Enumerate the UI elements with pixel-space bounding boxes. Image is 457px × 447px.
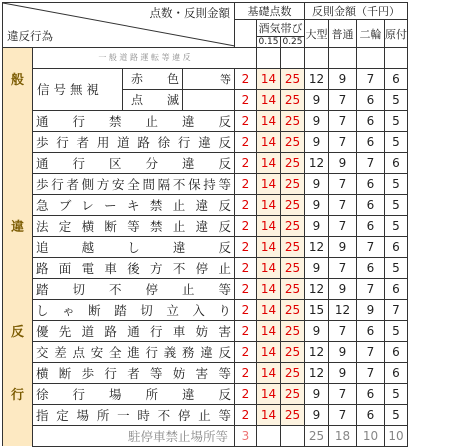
fine-twowheel-cell: 6	[357, 89, 385, 110]
standard-header: 普通	[329, 20, 357, 48]
alc-low-cell: 14	[257, 320, 281, 341]
partial-top-row	[3, 48, 408, 69]
violation-label: 指定場所一時不停止等	[33, 404, 235, 425]
fine-twowheel-cell: 10	[357, 425, 385, 446]
fine-moped-cell: 5	[385, 194, 408, 215]
category-cell	[3, 194, 33, 215]
fine-standard-cell: 9	[329, 278, 357, 299]
category-cell: 違	[3, 215, 33, 236]
alc-high-cell: 25	[281, 152, 305, 173]
fine-twowheel-cell: 6	[357, 257, 385, 278]
fine-moped-cell: 5	[385, 215, 408, 236]
fine-moped-cell: 6	[385, 362, 408, 383]
alc-low-cell: 14	[257, 362, 281, 383]
violation-label: しゃ断踏切立入り	[33, 299, 235, 320]
base-points-cell: 2	[235, 194, 257, 215]
category-cell	[3, 48, 33, 69]
fine-large-cell: 12	[305, 152, 329, 173]
signal-blink-label: 点 滅	[123, 89, 183, 110]
alc-high-cell: 25	[281, 89, 305, 110]
violation-label: 急ブレーキ禁止違反	[33, 194, 235, 215]
signal-red-label: 赤 色	[123, 68, 183, 89]
violation-row	[3, 131, 408, 152]
fine-moped-cell: 5	[385, 131, 408, 152]
fine-moped-cell: 10	[385, 425, 408, 446]
category-cell	[3, 404, 33, 425]
alc-high-cell: 25	[281, 215, 305, 236]
fine-standard-cell: 9	[329, 362, 357, 383]
fine-standard-cell: 9	[329, 152, 357, 173]
base-points-cell: 2	[235, 131, 257, 152]
fine-standard-cell: 9	[329, 236, 357, 257]
violation-row	[3, 215, 408, 236]
base-points-cell: 2	[235, 68, 257, 89]
violation-label: 横断歩行者等妨害等	[33, 362, 235, 383]
category-cell	[3, 110, 33, 131]
violation-label: 歩行者側方安全間隔不保持等	[33, 173, 235, 194]
fine-twowheel-cell: 6	[357, 215, 385, 236]
violation-label: 通行禁止違反	[33, 110, 235, 131]
alc-high-cell: 25	[281, 341, 305, 362]
alc-high-cell: 25	[281, 236, 305, 257]
alcohol-high-header: 0.25	[282, 37, 303, 47]
fine-moped-cell: 7	[385, 299, 408, 320]
signal-violation-label: 信 号 無 視	[33, 68, 123, 110]
fine-large-cell: 9	[305, 89, 329, 110]
fine-large-cell: 12	[305, 341, 329, 362]
base-points-cell: 3	[235, 425, 257, 446]
fine-twowheel-cell: 7	[357, 68, 385, 89]
violation-label: 路面電車後方不停止	[33, 257, 235, 278]
fine-moped-cell: 6	[385, 68, 408, 89]
fine-twowheel-cell: 9	[357, 299, 385, 320]
category-cell	[3, 425, 33, 446]
fine-large-cell: 25	[305, 425, 329, 446]
violation-row	[3, 152, 408, 173]
base-points-cell: 2	[235, 341, 257, 362]
category-cell: 般	[3, 68, 33, 89]
violation-row	[3, 383, 408, 404]
violation-row	[3, 320, 408, 341]
moped-header: 原付	[385, 20, 408, 48]
partial-top-label: 一 般 道 路 運 転 等 違 反	[33, 48, 257, 69]
fine-large-cell: 9	[305, 320, 329, 341]
fine-moped-cell: 6	[385, 341, 408, 362]
fine-large-cell: 12	[305, 278, 329, 299]
fine-standard-cell: 7	[329, 110, 357, 131]
fine-moped-cell: 5	[385, 110, 408, 131]
violation-row	[3, 173, 408, 194]
fine-moped-cell: 6	[385, 236, 408, 257]
category-cell	[3, 257, 33, 278]
base-points-cell: 2	[235, 383, 257, 404]
violation-row	[3, 257, 408, 278]
violation-row	[3, 278, 408, 299]
alc-low-cell: 14	[257, 173, 281, 194]
fine-large-cell: 9	[305, 257, 329, 278]
base-points-empty	[235, 20, 257, 48]
violation-row	[3, 341, 408, 362]
base-points-cell: 2	[235, 278, 257, 299]
violation-label: 踏切不停止等	[33, 278, 235, 299]
large-header: 大型	[305, 20, 329, 48]
fine-large-cell: 9	[305, 404, 329, 425]
fine-twowheel-cell: 6	[357, 383, 385, 404]
base-points-cell: 2	[235, 257, 257, 278]
corner-top-label: 点数・反則金額	[149, 6, 230, 20]
violation-label: 歩行者用道路徐行違反	[33, 131, 235, 152]
fine-large-cell: 15	[305, 299, 329, 320]
alc-high-cell: 25	[281, 131, 305, 152]
alc-low-cell: 14	[257, 257, 281, 278]
alc-high-cell: 25	[281, 194, 305, 215]
fine-large-cell: 9	[305, 110, 329, 131]
fine-large-cell: 12	[305, 362, 329, 383]
partial-bottom-label: 駐停車禁止場所等	[33, 425, 235, 446]
twowheel-header: 二輪	[357, 20, 385, 48]
fine-standard-cell: 7	[329, 194, 357, 215]
fine-large-cell: 9	[305, 194, 329, 215]
category-cell	[3, 299, 33, 320]
violation-row	[3, 194, 408, 215]
signal-red-row	[3, 68, 408, 89]
alc-low-cell: 14	[257, 194, 281, 215]
fine-twowheel-cell: 7	[357, 341, 385, 362]
base-points-cell: 2	[235, 215, 257, 236]
base-points-cell: 2	[235, 89, 257, 110]
alc-high-cell: 25	[281, 299, 305, 320]
fine-standard-cell: 7	[329, 215, 357, 236]
base-points-cell: 2	[235, 173, 257, 194]
base-points-header: 基礎点数	[235, 3, 305, 20]
fine-standard-cell: 7	[329, 131, 357, 152]
fine-twowheel-cell: 7	[357, 278, 385, 299]
alcohol-header: 酒気帯び	[257, 20, 305, 37]
fine-large-cell: 12	[305, 68, 329, 89]
fine-twowheel-cell: 7	[357, 152, 385, 173]
fine-moped-cell: 5	[385, 257, 408, 278]
header-corner	[3, 3, 235, 48]
category-cell	[3, 131, 33, 152]
violation-label: 法定横断等禁止違反	[33, 215, 235, 236]
violation-row	[3, 362, 408, 383]
alc-low-cell: 14	[257, 89, 281, 110]
fine-standard-cell: 9	[329, 341, 357, 362]
fine-standard-cell: 7	[329, 404, 357, 425]
fine-standard-cell: 7	[329, 320, 357, 341]
fine-standard-cell: 7	[329, 89, 357, 110]
fine-moped-cell: 5	[385, 89, 408, 110]
violation-row	[3, 404, 408, 425]
fine-twowheel-cell: 6	[357, 320, 385, 341]
fine-large-cell: 9	[305, 173, 329, 194]
violation-label: 通行区分違反	[33, 152, 235, 173]
base-points-cell: 2	[235, 110, 257, 131]
category-cell: 反	[3, 320, 33, 341]
fine-standard-cell: 18	[329, 425, 357, 446]
fine-moped-cell: 5	[385, 383, 408, 404]
alc-high-cell: 25	[281, 362, 305, 383]
fine-large-cell: 9	[305, 131, 329, 152]
violation-label: 優先道路通行車妨害	[33, 320, 235, 341]
alc-low-cell: 14	[257, 299, 281, 320]
alc-low-cell: 14	[257, 215, 281, 236]
alc-high-cell: 25	[281, 404, 305, 425]
base-points-cell: 2	[235, 362, 257, 383]
fine-twowheel-cell: 6	[357, 110, 385, 131]
alc-high-cell: 25	[281, 257, 305, 278]
partial-bottom-row	[3, 425, 408, 446]
alc-low-cell: 14	[257, 68, 281, 89]
violation-label: 徐行場所違反	[33, 383, 235, 404]
base-points-cell: 2	[235, 320, 257, 341]
fine-moped-cell: 5	[385, 320, 408, 341]
category-cell	[3, 89, 33, 110]
alc-high-cell: 25	[281, 320, 305, 341]
alc-high-cell: 25	[281, 110, 305, 131]
alcohol-low-header: 0.15	[258, 37, 279, 47]
fine-twowheel-cell: 6	[357, 404, 385, 425]
category-cell	[3, 362, 33, 383]
violation-rows	[3, 110, 408, 425]
base-points-cell: 2	[235, 404, 257, 425]
fine-standard-cell: 7	[329, 383, 357, 404]
fine-moped-cell: 5	[385, 173, 408, 194]
violation-label: 交差点安全進行義務違反	[33, 341, 235, 362]
violation-row	[3, 299, 408, 320]
fine-large-cell: 9	[305, 215, 329, 236]
alc-high-cell: 25	[281, 383, 305, 404]
header-row-1	[3, 3, 408, 20]
alc-low-cell: 14	[257, 110, 281, 131]
fine-standard-cell: 9	[329, 68, 357, 89]
category-cell	[3, 173, 33, 194]
violation-row	[3, 110, 408, 131]
signal-red-tou: 等	[183, 68, 235, 89]
base-points-cell: 2	[235, 236, 257, 257]
alc-high-cell: 25	[281, 278, 305, 299]
fine-twowheel-cell: 7	[357, 236, 385, 257]
violation-table	[2, 2, 408, 447]
alc-low-cell: 14	[257, 278, 281, 299]
fine-moped-cell: 6	[385, 152, 408, 173]
fine-moped-cell: 5	[385, 404, 408, 425]
violation-label: 追越し違反	[33, 236, 235, 257]
fine-twowheel-cell: 7	[357, 362, 385, 383]
fine-large-cell: 9	[305, 383, 329, 404]
category-cell	[3, 152, 33, 173]
base-points-cell: 2	[235, 152, 257, 173]
category-cell	[3, 236, 33, 257]
fine-header: 反則金額（千円）	[305, 3, 408, 20]
alc-low-cell: 14	[257, 383, 281, 404]
fine-twowheel-cell: 6	[357, 173, 385, 194]
fine-twowheel-cell: 6	[357, 194, 385, 215]
category-cell	[3, 278, 33, 299]
alc-high-cell: 25	[281, 173, 305, 194]
alc-low-cell: 14	[257, 131, 281, 152]
category-cell: 行	[3, 383, 33, 404]
fine-large-cell: 12	[305, 236, 329, 257]
alc-high-cell: 25	[281, 68, 305, 89]
alc-low-cell: 14	[257, 341, 281, 362]
fine-twowheel-cell: 6	[357, 131, 385, 152]
alc-low-cell: 14	[257, 152, 281, 173]
category-cell	[3, 341, 33, 362]
fine-moped-cell: 6	[385, 278, 408, 299]
alc-low-cell: 14	[257, 236, 281, 257]
alc-low-cell: 14	[257, 404, 281, 425]
violation-row	[3, 236, 408, 257]
fine-standard-cell: 7	[329, 257, 357, 278]
fine-standard-cell: 12	[329, 299, 357, 320]
fine-standard-cell: 7	[329, 173, 357, 194]
corner-bottom-label: 違反行為	[7, 29, 53, 43]
base-points-cell: 2	[235, 299, 257, 320]
